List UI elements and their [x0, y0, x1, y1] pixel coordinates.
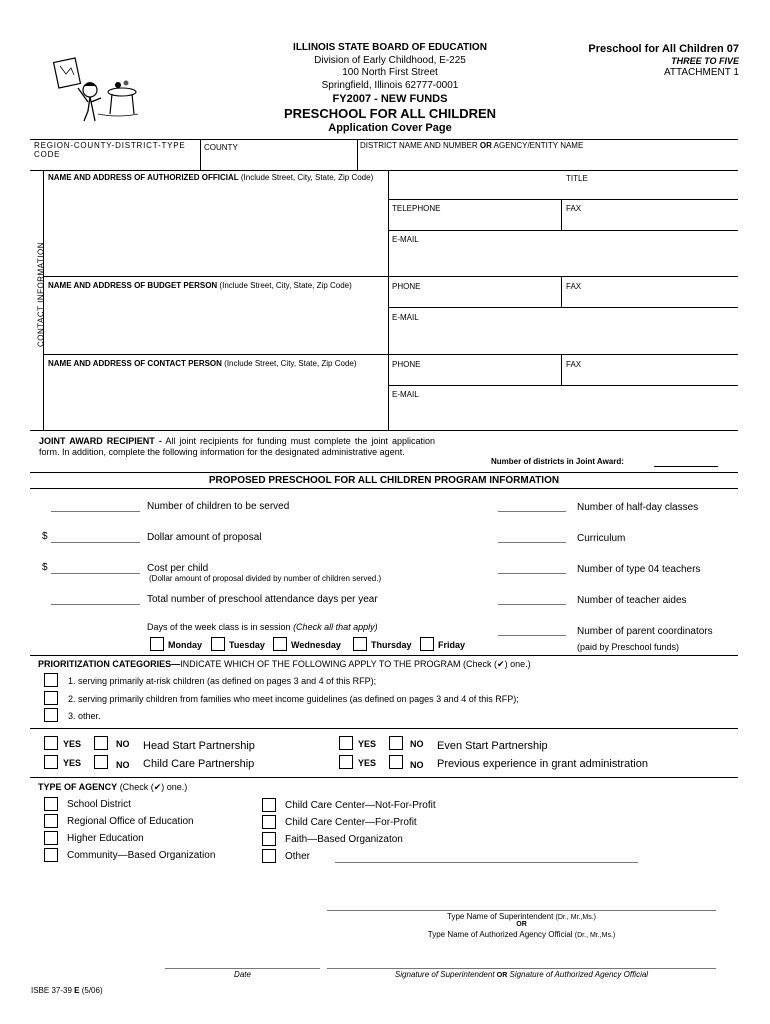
- age-range: THREE TO FIVE: [671, 56, 739, 66]
- type04-teachers-label: Number of type 04 teachers: [577, 564, 701, 575]
- curriculum-label: Curriculum: [577, 533, 626, 544]
- budget-person-bold: NAME AND ADDRESS OF BUDGET PERSON: [48, 281, 218, 290]
- thursday-checkbox[interactable]: [353, 637, 367, 651]
- head-start-no-label: NO: [116, 739, 130, 749]
- authorized-official-bold: NAME AND ADDRESS OF AUTHORIZED OFFICIAL: [48, 173, 239, 182]
- even-start-no-label: NO: [410, 739, 424, 749]
- superintendent-name-line[interactable]: [327, 910, 716, 911]
- other-agency-label: Other: [285, 851, 311, 862]
- head-start-yes-label: YES: [63, 739, 82, 749]
- signature-line[interactable]: [327, 968, 716, 969]
- form-number: [31, 986, 103, 995]
- wednesday-checkbox[interactable]: [273, 637, 287, 651]
- agency-type-heading: [38, 782, 187, 793]
- wednesday-label: Wednesday: [291, 640, 341, 650]
- curriculum-field[interactable]: [498, 542, 566, 543]
- contact-person-label: [48, 359, 357, 368]
- form-title: PRESCHOOL FOR ALL CHILDREN: [283, 106, 497, 121]
- district-label-a: DISTRICT NAME AND NUMBER: [360, 141, 480, 150]
- form-subtitle: Application Cover Page: [328, 122, 452, 134]
- school-district-checkbox[interactable]: [44, 797, 58, 811]
- head-start-partnership-label: Head Start Partnership: [143, 740, 255, 752]
- grant-experience-yes-checkbox[interactable]: [339, 755, 353, 769]
- teacher-aides-label: Number of teacher aides: [577, 595, 687, 606]
- cost-per-child-field[interactable]: [51, 573, 140, 574]
- signature-caption-or: OR: [496, 972, 508, 979]
- program-name: Preschool for All Children 07: [588, 43, 739, 55]
- faith-based-label: Faith—Based Organizaton: [285, 834, 403, 845]
- official-email-label: E-MAIL: [392, 235, 419, 244]
- contact-person-bold: NAME AND ADDRESS OF CONTACT PERSON: [48, 359, 222, 368]
- days-of-week-note: (Check all that apply): [293, 622, 378, 632]
- priority-heading-bold: PRIORITIZATION CATEGORIES—: [38, 659, 181, 669]
- priority-heading-text: INDICATE WHICH OF THE FOLLOWING APPLY TO THE PROGRAM (Check (✔) one.): [180, 659, 531, 669]
- teacher-aides-field[interactable]: [498, 604, 566, 605]
- joint-districts-line[interactable]: [654, 466, 718, 467]
- attachment-label: ATTACHMENT 1: [663, 67, 739, 78]
- parent-coordinators-note: (paid by Preschool funds): [577, 642, 680, 652]
- grant-experience-label: Previous experience in grant administration: [437, 758, 648, 770]
- priority-checkbox-1[interactable]: [44, 673, 58, 687]
- contact-email-label: E-MAIL: [392, 390, 419, 399]
- date-line[interactable]: [165, 968, 320, 969]
- signature-caption-b: Signature of Authorized Agency Official: [507, 970, 649, 979]
- priority-item-3: 3. other.: [68, 711, 101, 721]
- monday-checkbox[interactable]: [150, 637, 164, 651]
- agency-official-name-text: Type Name of Authorized Agency Official: [427, 930, 575, 939]
- even-start-no-checkbox[interactable]: [389, 736, 403, 750]
- authorized-official-label: [48, 173, 373, 182]
- official-title-label: TITLE: [566, 174, 588, 183]
- days-of-week-label: [147, 622, 378, 632]
- agency-name: ILLINOIS STATE BOARD OF EDUCATION: [293, 42, 487, 53]
- community-org-label: Community—Based Organization: [67, 850, 216, 861]
- budget-email-label: E-MAIL: [392, 313, 419, 322]
- district-label-b: AGENCY/ENTITY NAME: [491, 141, 584, 150]
- priority-item-2: 2. serving primarily children from families who meet income guidelines (as defined on pages 3 and 4 of this RFP);: [68, 694, 519, 704]
- cost-per-child-note: (Dollar amount of proposal divided by number of children served.): [149, 574, 382, 583]
- signature-caption-a: Signature of Superintendent: [394, 970, 497, 979]
- grant-experience-yes-label: YES: [358, 758, 377, 768]
- contact-information-side-label: CONTACT INFORMATION: [36, 241, 46, 348]
- child-care-forprofit-checkbox[interactable]: [262, 815, 276, 829]
- street-address: 100 North First Street: [342, 67, 438, 78]
- fiscal-year: FY2007 - NEW FUNDS: [332, 93, 448, 105]
- budget-phone-label: PHONE: [392, 282, 421, 291]
- children-served-field[interactable]: [51, 511, 140, 512]
- priority-item-1: 1. serving primarily at-risk children (as defined on pages 3 and 4 of this RFP);: [68, 676, 377, 686]
- authorized-official-note: (Include Street, City, State, Zip Code): [238, 173, 374, 182]
- regional-office-checkbox[interactable]: [44, 814, 58, 828]
- contact-person-note: (Include Street, City, State, Zip Code): [221, 359, 357, 368]
- priority-heading: [38, 659, 531, 670]
- attendance-days-label: Total number of preschool attendance days per year: [147, 594, 378, 605]
- children-served-label: Number of children to be served: [147, 501, 290, 512]
- higher-education-label: Higher Education: [67, 833, 144, 844]
- child-care-nonprofit-label: Child Care Center—Not-For-Profit: [285, 800, 436, 811]
- child-care-nonprofit-checkbox[interactable]: [262, 798, 276, 812]
- contact-fax-label: FAX: [566, 360, 582, 369]
- tuesday-checkbox[interactable]: [211, 637, 225, 651]
- faith-based-checkbox[interactable]: [262, 832, 276, 846]
- monday-label: Monday: [168, 640, 203, 650]
- cost-per-child-label: Cost per child: [147, 563, 209, 574]
- regional-office-label: Regional Office of Education: [67, 816, 194, 827]
- joint-award-body: All joint recipients for funding must complete the joint application form. In addition, complete the following information for the designated administrative agent.: [39, 436, 435, 457]
- head-start-no-checkbox[interactable]: [94, 736, 108, 750]
- higher-education-checkbox[interactable]: [44, 831, 58, 845]
- county-label: COUNTY: [204, 143, 238, 152]
- joint-award-text: [39, 436, 435, 458]
- contact-phone-label: PHONE: [392, 360, 421, 369]
- signature-caption: [327, 970, 716, 979]
- grant-experience-no-label: NO: [410, 760, 424, 770]
- child-care-forprofit-label: Child Care Center—For-Profit: [285, 817, 417, 828]
- child-care-yes-checkbox[interactable]: [44, 755, 58, 769]
- other-agency-checkbox[interactable]: [262, 849, 276, 863]
- community-org-checkbox[interactable]: [44, 848, 58, 862]
- child-care-no-checkbox[interactable]: [94, 755, 108, 769]
- agency-official-titles: (Dr., Mr.,Ms.): [574, 932, 616, 939]
- signature-or: OR: [516, 921, 527, 928]
- form-number-a: ISBE 37-39: [31, 986, 75, 995]
- program-info-title: PROPOSED PRESCHOOL FOR ALL CHILDREN PROGRAM INFORMATION: [208, 475, 560, 486]
- budget-person-note: (Include Street, City, State, Zip Code): [217, 281, 352, 290]
- dollar-sign-1: $: [42, 531, 48, 542]
- superintendent-titles: (Dr., Mr.,Ms.): [555, 914, 596, 921]
- superintendent-name-text: Type Name of Superintendent: [447, 912, 556, 921]
- city-address: Springfield, Illinois 62777-0001: [321, 79, 459, 91]
- friday-checkbox[interactable]: [420, 637, 434, 651]
- district-label: [360, 141, 583, 150]
- child-care-no-label: NO: [116, 760, 130, 770]
- parent-coordinators-label: Number of parent coordinators: [577, 626, 713, 637]
- child-care-yes-label: YES: [63, 758, 82, 768]
- form-number-b: E: [74, 986, 80, 995]
- half-day-classes-field[interactable]: [498, 511, 566, 512]
- joint-award-heading: JOINT AWARD RECIPIENT -: [39, 436, 162, 446]
- agency-type-heading-text: (Check (✔) one.): [117, 782, 188, 792]
- even-start-yes-checkbox[interactable]: [339, 736, 353, 750]
- official-telephone-label: TELEPHONE: [392, 204, 441, 213]
- child-care-partnership-label: Child Care Partnership: [143, 758, 255, 770]
- district-label-or: OR: [479, 141, 492, 150]
- dollar-sign-2: $: [42, 562, 48, 573]
- head-start-yes-checkbox[interactable]: [44, 736, 58, 750]
- form-number-c: (5/06): [79, 986, 103, 995]
- thursday-label: Thursday: [371, 640, 412, 650]
- superintendent-name-caption: [327, 912, 716, 921]
- priority-checkbox-2[interactable]: [44, 691, 58, 705]
- attendance-days-field[interactable]: [51, 604, 140, 605]
- days-of-week-text: Days of the week class is in session: [147, 622, 294, 632]
- half-day-classes-label: Number of half-day classes: [577, 502, 699, 513]
- grant-experience-no-checkbox[interactable]: [389, 755, 403, 769]
- school-district-label: School District: [67, 799, 131, 810]
- logo-illustration: [50, 52, 140, 124]
- priority-checkbox-3[interactable]: [44, 708, 58, 722]
- dollar-amount-label: Dollar amount of proposal: [147, 532, 262, 543]
- budget-person-label: [48, 281, 352, 290]
- division: Division of Early Childhood, E-225: [314, 54, 466, 66]
- type04-teachers-field[interactable]: [498, 573, 566, 574]
- friday-label: Friday: [438, 640, 466, 650]
- agency-official-name-caption: [327, 930, 716, 939]
- even-start-yes-label: YES: [358, 739, 377, 749]
- parent-coordinators-field[interactable]: [498, 635, 566, 636]
- dollar-amount-field[interactable]: [51, 542, 140, 543]
- date-label: Date: [234, 970, 251, 979]
- other-agency-field[interactable]: [335, 862, 638, 863]
- official-fax-label: FAX: [566, 204, 582, 213]
- even-start-partnership-label: Even Start Partnership: [437, 740, 548, 752]
- agency-type-heading-bold: TYPE OF AGENCY: [38, 782, 118, 792]
- joint-districts-label: Number of districts in Joint Award:: [491, 457, 624, 466]
- budget-fax-label: FAX: [566, 282, 582, 291]
- tuesday-label: Tuesday: [229, 640, 265, 650]
- region-code-label: REGION-COUNTY-DISTRICT-TYPE CODE: [34, 141, 186, 159]
